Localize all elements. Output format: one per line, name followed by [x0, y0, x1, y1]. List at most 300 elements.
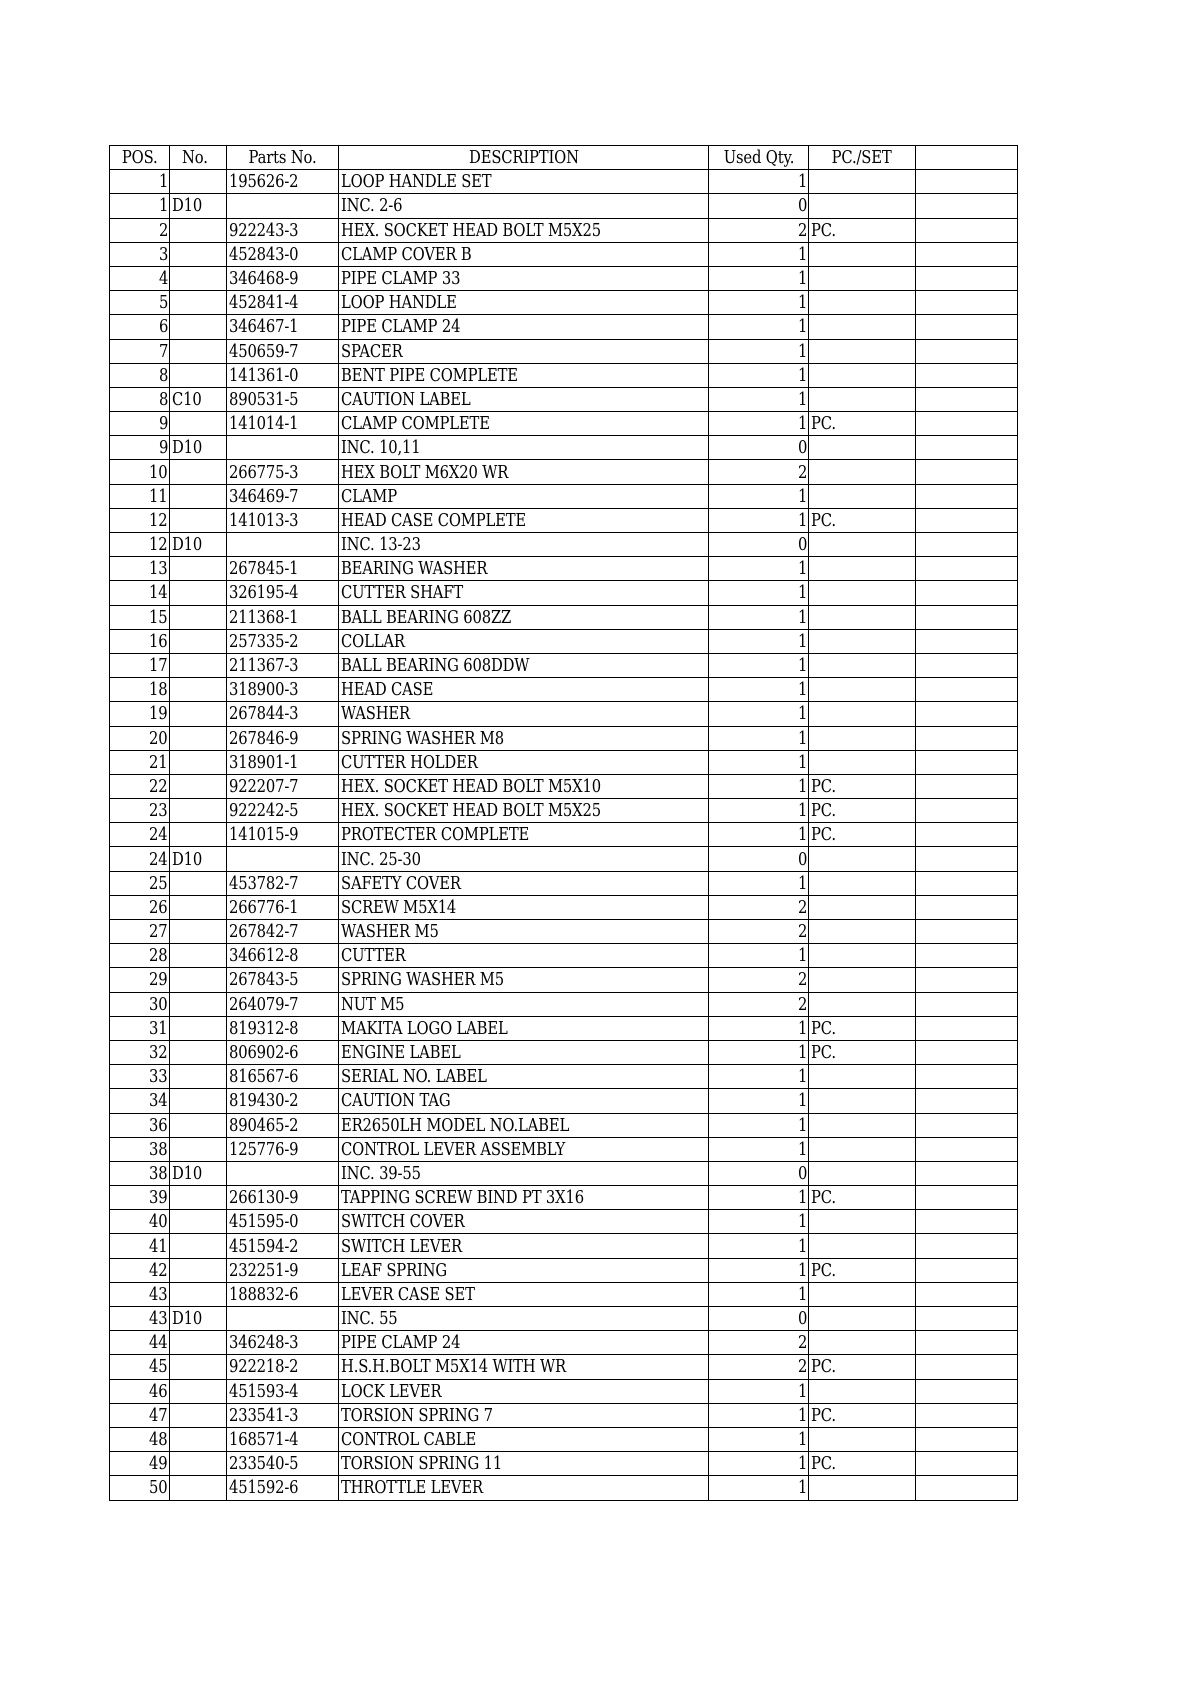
- cell-no: D10: [170, 436, 227, 460]
- cell-description: SERIAL NO. LABEL: [339, 1065, 709, 1089]
- cell-pc-set: [809, 581, 916, 605]
- table-row: [110, 1282, 1018, 1306]
- cell-no: [170, 291, 227, 315]
- cell-used-qty: 2: [709, 218, 809, 242]
- cell-description: INC. 39-55: [339, 1161, 709, 1185]
- cell-blank: [916, 1452, 1018, 1476]
- header-no: No.: [170, 146, 227, 170]
- cell-pos: 5: [110, 291, 170, 315]
- cell-used-qty: 0: [709, 847, 809, 871]
- cell-pc-set: [809, 920, 916, 944]
- cell-no: [170, 581, 227, 605]
- cell-blank: [916, 1379, 1018, 1403]
- cell-parts-no: 922218-2: [227, 1355, 339, 1379]
- cell-description: CLAMP COMPLETE: [339, 412, 709, 436]
- cell-parts-no: 267842-7: [227, 920, 339, 944]
- cell-blank: [916, 460, 1018, 484]
- cell-pos: 22: [110, 774, 170, 798]
- table-row: [110, 629, 1018, 653]
- cell-pc-set: PC.: [809, 1186, 916, 1210]
- cell-used-qty: 1: [709, 653, 809, 677]
- cell-no: [170, 1065, 227, 1089]
- cell-used-qty: 2: [709, 968, 809, 992]
- table-row: [110, 799, 1018, 823]
- cell-no: [170, 871, 227, 895]
- cell-pos: 11: [110, 484, 170, 508]
- cell-used-qty: 0: [709, 533, 809, 557]
- cell-blank: [916, 266, 1018, 290]
- cell-description: CUTTER SHAFT: [339, 581, 709, 605]
- header-description: DESCRIPTION: [339, 146, 709, 170]
- cell-parts-no: 806902-6: [227, 1040, 339, 1064]
- cell-used-qty: 1: [709, 944, 809, 968]
- cell-blank: [916, 1476, 1018, 1500]
- cell-parts-no: [227, 847, 339, 871]
- table-row: [110, 1427, 1018, 1451]
- cell-parts-no: 232251-9: [227, 1258, 339, 1282]
- cell-pc-set: PC.: [809, 1016, 916, 1040]
- cell-pos: 12: [110, 508, 170, 532]
- cell-blank: [916, 750, 1018, 774]
- cell-pos: 38: [110, 1137, 170, 1161]
- cell-parts-no: 266775-3: [227, 460, 339, 484]
- cell-no: [170, 1258, 227, 1282]
- cell-pos: 9: [110, 436, 170, 460]
- cell-no: [170, 242, 227, 266]
- cell-parts-no: 125776-9: [227, 1137, 339, 1161]
- cell-pc-set: [809, 944, 916, 968]
- cell-description: HEX. SOCKET HEAD BOLT M5X10: [339, 774, 709, 798]
- cell-pc-set: [809, 484, 916, 508]
- cell-no: [170, 1403, 227, 1427]
- cell-pc-set: [809, 750, 916, 774]
- cell-no: [170, 750, 227, 774]
- cell-no: [170, 774, 227, 798]
- cell-pos: 39: [110, 1186, 170, 1210]
- cell-pos: 14: [110, 581, 170, 605]
- cell-pc-set: PC.: [809, 799, 916, 823]
- table-row: [110, 653, 1018, 677]
- cell-blank: [916, 678, 1018, 702]
- cell-no: D10: [170, 194, 227, 218]
- cell-parts-no: 922207-7: [227, 774, 339, 798]
- table-row: [110, 1113, 1018, 1137]
- cell-pos: 4: [110, 266, 170, 290]
- cell-pc-set: [809, 968, 916, 992]
- cell-used-qty: 1: [709, 871, 809, 895]
- cell-pc-set: [809, 1137, 916, 1161]
- cell-pos: 46: [110, 1379, 170, 1403]
- cell-no: [170, 629, 227, 653]
- cell-pc-set: [809, 315, 916, 339]
- cell-pc-set: PC.: [809, 1258, 916, 1282]
- cell-no: [170, 1427, 227, 1451]
- cell-pos: 12: [110, 533, 170, 557]
- table-row: [110, 266, 1018, 290]
- cell-blank: [916, 823, 1018, 847]
- cell-pos: 34: [110, 1089, 170, 1113]
- table-row: [110, 1379, 1018, 1403]
- cell-no: [170, 1379, 227, 1403]
- table-row: [110, 895, 1018, 919]
- cell-parts-no: 451593-4: [227, 1379, 339, 1403]
- cell-description: SWITCH COVER: [339, 1210, 709, 1234]
- table-row: [110, 678, 1018, 702]
- cell-used-qty: 1: [709, 1258, 809, 1282]
- cell-pc-set: [809, 533, 916, 557]
- cell-parts-no: 211367-3: [227, 653, 339, 677]
- cell-description: HEAD CASE: [339, 678, 709, 702]
- cell-pc-set: [809, 678, 916, 702]
- cell-description: LEAF SPRING: [339, 1258, 709, 1282]
- cell-no: [170, 218, 227, 242]
- cell-parts-no: 346467-1: [227, 315, 339, 339]
- cell-description: COLLAR: [339, 629, 709, 653]
- cell-used-qty: 2: [709, 1355, 809, 1379]
- cell-pc-set: PC.: [809, 1355, 916, 1379]
- cell-blank: [916, 774, 1018, 798]
- cell-used-qty: 1: [709, 1040, 809, 1064]
- cell-blank: [916, 871, 1018, 895]
- cell-blank: [916, 1403, 1018, 1427]
- cell-description: INC. 55: [339, 1307, 709, 1331]
- cell-used-qty: 1: [709, 605, 809, 629]
- table-row: [110, 557, 1018, 581]
- cell-used-qty: 1: [709, 1452, 809, 1476]
- cell-pc-set: [809, 653, 916, 677]
- cell-parts-no: 346468-9: [227, 266, 339, 290]
- cell-used-qty: 1: [709, 1089, 809, 1113]
- cell-used-qty: 1: [709, 1427, 809, 1451]
- cell-pos: 30: [110, 992, 170, 1016]
- table-row: [110, 1089, 1018, 1113]
- cell-pos: 6: [110, 315, 170, 339]
- cell-blank: [916, 436, 1018, 460]
- cell-no: [170, 992, 227, 1016]
- cell-pc-set: [809, 1113, 916, 1137]
- cell-blank: [916, 1427, 1018, 1451]
- cell-parts-no: 453782-7: [227, 871, 339, 895]
- table-row: [110, 1137, 1018, 1161]
- cell-no: [170, 1234, 227, 1258]
- cell-blank: [916, 1137, 1018, 1161]
- cell-blank: [916, 992, 1018, 1016]
- cell-pos: 41: [110, 1234, 170, 1258]
- cell-pos: 31: [110, 1016, 170, 1040]
- table-row: [110, 750, 1018, 774]
- cell-pc-set: [809, 1282, 916, 1306]
- cell-description: LOOP HANDLE SET: [339, 170, 709, 194]
- cell-no: [170, 823, 227, 847]
- header-pc-set: PC./SET: [809, 146, 916, 170]
- cell-description: LOOP HANDLE: [339, 291, 709, 315]
- cell-pos: 20: [110, 726, 170, 750]
- cell-parts-no: 141014-1: [227, 412, 339, 436]
- cell-pc-set: [809, 895, 916, 919]
- cell-description: CLAMP COVER B: [339, 242, 709, 266]
- cell-parts-no: 267846-9: [227, 726, 339, 750]
- table-row: [110, 1186, 1018, 1210]
- cell-pc-set: [809, 1234, 916, 1258]
- cell-description: CAUTION LABEL: [339, 387, 709, 411]
- cell-used-qty: 1: [709, 823, 809, 847]
- cell-pos: 36: [110, 1113, 170, 1137]
- table-row: [110, 170, 1018, 194]
- cell-description: BALL BEARING 608DDW: [339, 653, 709, 677]
- cell-blank: [916, 895, 1018, 919]
- cell-pos: 50: [110, 1476, 170, 1500]
- cell-description: SAFETY COVER: [339, 871, 709, 895]
- cell-parts-no: [227, 436, 339, 460]
- table-row: [110, 968, 1018, 992]
- cell-pc-set: PC.: [809, 1040, 916, 1064]
- cell-pc-set: [809, 266, 916, 290]
- table-row: [110, 992, 1018, 1016]
- cell-no: [170, 170, 227, 194]
- cell-parts-no: 266130-9: [227, 1186, 339, 1210]
- cell-pos: 32: [110, 1040, 170, 1064]
- cell-no: [170, 1089, 227, 1113]
- table-header: [110, 146, 1018, 170]
- cell-description: BALL BEARING 608ZZ: [339, 605, 709, 629]
- cell-parts-no: 346612-8: [227, 944, 339, 968]
- cell-blank: [916, 1040, 1018, 1064]
- cell-description: CUTTER: [339, 944, 709, 968]
- cell-pos: 48: [110, 1427, 170, 1451]
- table-row: [110, 920, 1018, 944]
- table-row: [110, 484, 1018, 508]
- cell-parts-no: 267843-5: [227, 968, 339, 992]
- cell-used-qty: 1: [709, 484, 809, 508]
- cell-no: [170, 1137, 227, 1161]
- cell-pos: 3: [110, 242, 170, 266]
- cell-no: [170, 1040, 227, 1064]
- cell-description: ER2650LH MODEL NO.LABEL: [339, 1113, 709, 1137]
- cell-blank: [916, 1113, 1018, 1137]
- cell-no: [170, 1016, 227, 1040]
- cell-description: HEX. SOCKET HEAD BOLT M5X25: [339, 799, 709, 823]
- cell-parts-no: 141361-0: [227, 363, 339, 387]
- cell-pos: 2: [110, 218, 170, 242]
- cell-no: [170, 1113, 227, 1137]
- parts-table: [109, 145, 1018, 1501]
- cell-pos: 43: [110, 1307, 170, 1331]
- cell-pos: 49: [110, 1452, 170, 1476]
- cell-no: [170, 1452, 227, 1476]
- cell-used-qty: 1: [709, 750, 809, 774]
- cell-no: D10: [170, 847, 227, 871]
- cell-no: [170, 920, 227, 944]
- header-row: [110, 146, 1018, 170]
- cell-description: SCREW M5X14: [339, 895, 709, 919]
- cell-used-qty: 0: [709, 1161, 809, 1185]
- cell-no: [170, 968, 227, 992]
- cell-blank: [916, 339, 1018, 363]
- cell-no: [170, 460, 227, 484]
- cell-used-qty: 1: [709, 557, 809, 581]
- cell-parts-no: 451592-6: [227, 1476, 339, 1500]
- cell-used-qty: 1: [709, 1210, 809, 1234]
- cell-parts-no: 816567-6: [227, 1065, 339, 1089]
- table-row: [110, 1161, 1018, 1185]
- cell-description: PIPE CLAMP 33: [339, 266, 709, 290]
- cell-description: NUT M5: [339, 992, 709, 1016]
- cell-parts-no: 890531-5: [227, 387, 339, 411]
- cell-pc-set: [809, 702, 916, 726]
- cell-pc-set: [809, 1089, 916, 1113]
- cell-blank: [916, 412, 1018, 436]
- cell-used-qty: 1: [709, 774, 809, 798]
- cell-used-qty: 1: [709, 1379, 809, 1403]
- cell-pc-set: [809, 460, 916, 484]
- cell-description: TORSION SPRING 11: [339, 1452, 709, 1476]
- cell-no: D10: [170, 1307, 227, 1331]
- cell-blank: [916, 847, 1018, 871]
- cell-description: INC. 2-6: [339, 194, 709, 218]
- cell-blank: [916, 1016, 1018, 1040]
- cell-pos: 7: [110, 339, 170, 363]
- cell-no: [170, 1186, 227, 1210]
- cell-pos: 45: [110, 1355, 170, 1379]
- cell-blank: [916, 291, 1018, 315]
- cell-used-qty: 2: [709, 920, 809, 944]
- cell-used-qty: 2: [709, 460, 809, 484]
- header-blank: [916, 146, 1018, 170]
- cell-used-qty: 1: [709, 339, 809, 363]
- table-row: [110, 339, 1018, 363]
- cell-parts-no: 451595-0: [227, 1210, 339, 1234]
- cell-pos: 8: [110, 387, 170, 411]
- cell-used-qty: 1: [709, 799, 809, 823]
- table-row: [110, 605, 1018, 629]
- cell-parts-no: 141013-3: [227, 508, 339, 532]
- cell-pc-set: [809, 1476, 916, 1500]
- table-row: [110, 291, 1018, 315]
- cell-used-qty: 1: [709, 387, 809, 411]
- cell-parts-no: 267844-3: [227, 702, 339, 726]
- cell-description: WASHER: [339, 702, 709, 726]
- cell-no: [170, 1355, 227, 1379]
- cell-no: [170, 315, 227, 339]
- cell-parts-no: 233541-3: [227, 1403, 339, 1427]
- cell-no: [170, 702, 227, 726]
- cell-blank: [916, 605, 1018, 629]
- header-used-qty: Used Qty.: [709, 146, 809, 170]
- cell-description: THROTTLE LEVER: [339, 1476, 709, 1500]
- cell-used-qty: 1: [709, 1234, 809, 1258]
- cell-description: SPRING WASHER M5: [339, 968, 709, 992]
- cell-used-qty: 2: [709, 1331, 809, 1355]
- cell-pos: 24: [110, 823, 170, 847]
- cell-parts-no: 326195-4: [227, 581, 339, 605]
- cell-pos: 21: [110, 750, 170, 774]
- cell-pos: 29: [110, 968, 170, 992]
- cell-blank: [916, 363, 1018, 387]
- cell-pc-set: [809, 557, 916, 581]
- cell-used-qty: 1: [709, 170, 809, 194]
- cell-description: SPACER: [339, 339, 709, 363]
- cell-blank: [916, 581, 1018, 605]
- cell-no: [170, 944, 227, 968]
- cell-parts-no: [227, 194, 339, 218]
- cell-used-qty: 1: [709, 291, 809, 315]
- cell-blank: [916, 1282, 1018, 1306]
- cell-used-qty: 1: [709, 1113, 809, 1137]
- table-row: [110, 242, 1018, 266]
- cell-no: [170, 799, 227, 823]
- cell-no: C10: [170, 387, 227, 411]
- cell-pc-set: [809, 847, 916, 871]
- table-row: [110, 944, 1018, 968]
- cell-pc-set: [809, 605, 916, 629]
- cell-parts-no: 819312-8: [227, 1016, 339, 1040]
- cell-blank: [916, 315, 1018, 339]
- cell-blank: [916, 1161, 1018, 1185]
- cell-parts-no: 266776-1: [227, 895, 339, 919]
- cell-description: TAPPING SCREW BIND PT 3X16: [339, 1186, 709, 1210]
- cell-description: PIPE CLAMP 24: [339, 1331, 709, 1355]
- cell-pc-set: PC.: [809, 218, 916, 242]
- cell-pos: 13: [110, 557, 170, 581]
- cell-used-qty: 1: [709, 1186, 809, 1210]
- cell-blank: [916, 533, 1018, 557]
- cell-pc-set: [809, 1210, 916, 1234]
- cell-used-qty: 1: [709, 581, 809, 605]
- cell-no: [170, 678, 227, 702]
- table-row: [110, 460, 1018, 484]
- cell-pos: 33: [110, 1065, 170, 1089]
- cell-blank: [916, 1089, 1018, 1113]
- cell-used-qty: 0: [709, 194, 809, 218]
- cell-used-qty: 1: [709, 1065, 809, 1089]
- cell-parts-no: 819430-2: [227, 1089, 339, 1113]
- cell-description: CONTROL CABLE: [339, 1427, 709, 1451]
- cell-used-qty: 1: [709, 412, 809, 436]
- cell-parts-no: 267845-1: [227, 557, 339, 581]
- table-row: [110, 1065, 1018, 1089]
- cell-description: SWITCH LEVER: [339, 1234, 709, 1258]
- header-parts-no: Parts No.: [227, 146, 339, 170]
- cell-description: CAUTION TAG: [339, 1089, 709, 1113]
- table-row: [110, 1040, 1018, 1064]
- cell-pos: 24: [110, 847, 170, 871]
- table-row: [110, 774, 1018, 798]
- cell-parts-no: 452841-4: [227, 291, 339, 315]
- cell-pc-set: PC.: [809, 1403, 916, 1427]
- cell-pc-set: [809, 1065, 916, 1089]
- cell-used-qty: 1: [709, 315, 809, 339]
- cell-pos: 27: [110, 920, 170, 944]
- cell-parts-no: 922242-5: [227, 799, 339, 823]
- cell-no: [170, 484, 227, 508]
- cell-used-qty: 1: [709, 1137, 809, 1161]
- cell-description: INC. 13-23: [339, 533, 709, 557]
- table-row: [110, 1258, 1018, 1282]
- cell-pc-set: [809, 339, 916, 363]
- cell-pc-set: [809, 1331, 916, 1355]
- table-row: [110, 847, 1018, 871]
- cell-pc-set: [809, 170, 916, 194]
- cell-blank: [916, 944, 1018, 968]
- cell-description: H.S.H.BOLT M5X14 WITH WR: [339, 1355, 709, 1379]
- cell-pos: 1: [110, 170, 170, 194]
- cell-used-qty: 1: [709, 242, 809, 266]
- cell-parts-no: 452843-0: [227, 242, 339, 266]
- cell-pos: 9: [110, 412, 170, 436]
- cell-pc-set: [809, 242, 916, 266]
- cell-description: PIPE CLAMP 24: [339, 315, 709, 339]
- cell-description: MAKITA LOGO LABEL: [339, 1016, 709, 1040]
